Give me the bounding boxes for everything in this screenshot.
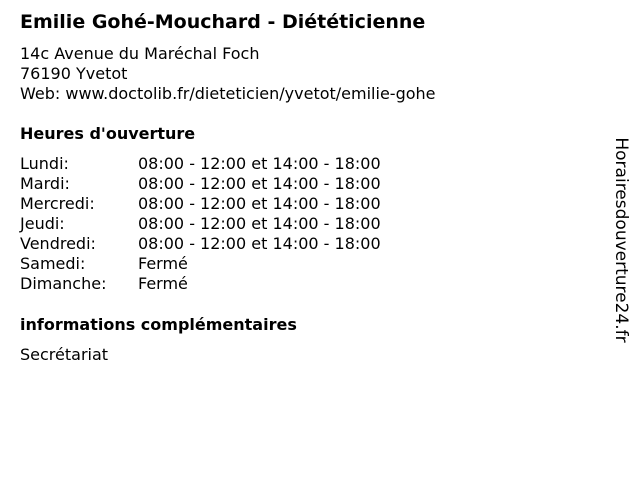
- hours-heading: Heures d'ouverture: [20, 124, 196, 143]
- page-title: Emilie Gohé-Mouchard - Diététicienne: [20, 11, 426, 33]
- site-watermark: Horairesdouverture24.fr: [611, 137, 631, 343]
- day-hours: 08:00 - 12:00 et 14:00 - 18:00: [138, 234, 381, 253]
- day-hours: Fermé: [138, 254, 188, 273]
- day-label: Mercredi:: [20, 194, 95, 213]
- day-label: Jeudi:: [20, 214, 65, 233]
- website-line[interactable]: Web: www.doctolib.fr/dieteticien/yvetot/emilie-gohe: [20, 84, 436, 103]
- day-hours: 08:00 - 12:00 et 14:00 - 18:00: [138, 154, 381, 173]
- day-label: Dimanche:: [20, 274, 107, 293]
- info-text: Secrétariat: [20, 345, 109, 364]
- city-postcode: 76190 Yvetot: [20, 64, 128, 83]
- day-hours: 08:00 - 12:00 et 14:00 - 18:00: [138, 174, 381, 193]
- info-heading: informations complémentaires: [20, 315, 297, 334]
- street-address: 14c Avenue du Maréchal Foch: [20, 44, 260, 63]
- day-hours: Fermé: [138, 274, 188, 293]
- day-hours: 08:00 - 12:00 et 14:00 - 18:00: [138, 214, 381, 233]
- day-hours: 08:00 - 12:00 et 14:00 - 18:00: [138, 194, 381, 213]
- day-label: Vendredi:: [20, 234, 96, 253]
- day-label: Lundi:: [20, 154, 69, 173]
- day-label: Mardi:: [20, 174, 70, 193]
- day-label: Samedi:: [20, 254, 86, 273]
